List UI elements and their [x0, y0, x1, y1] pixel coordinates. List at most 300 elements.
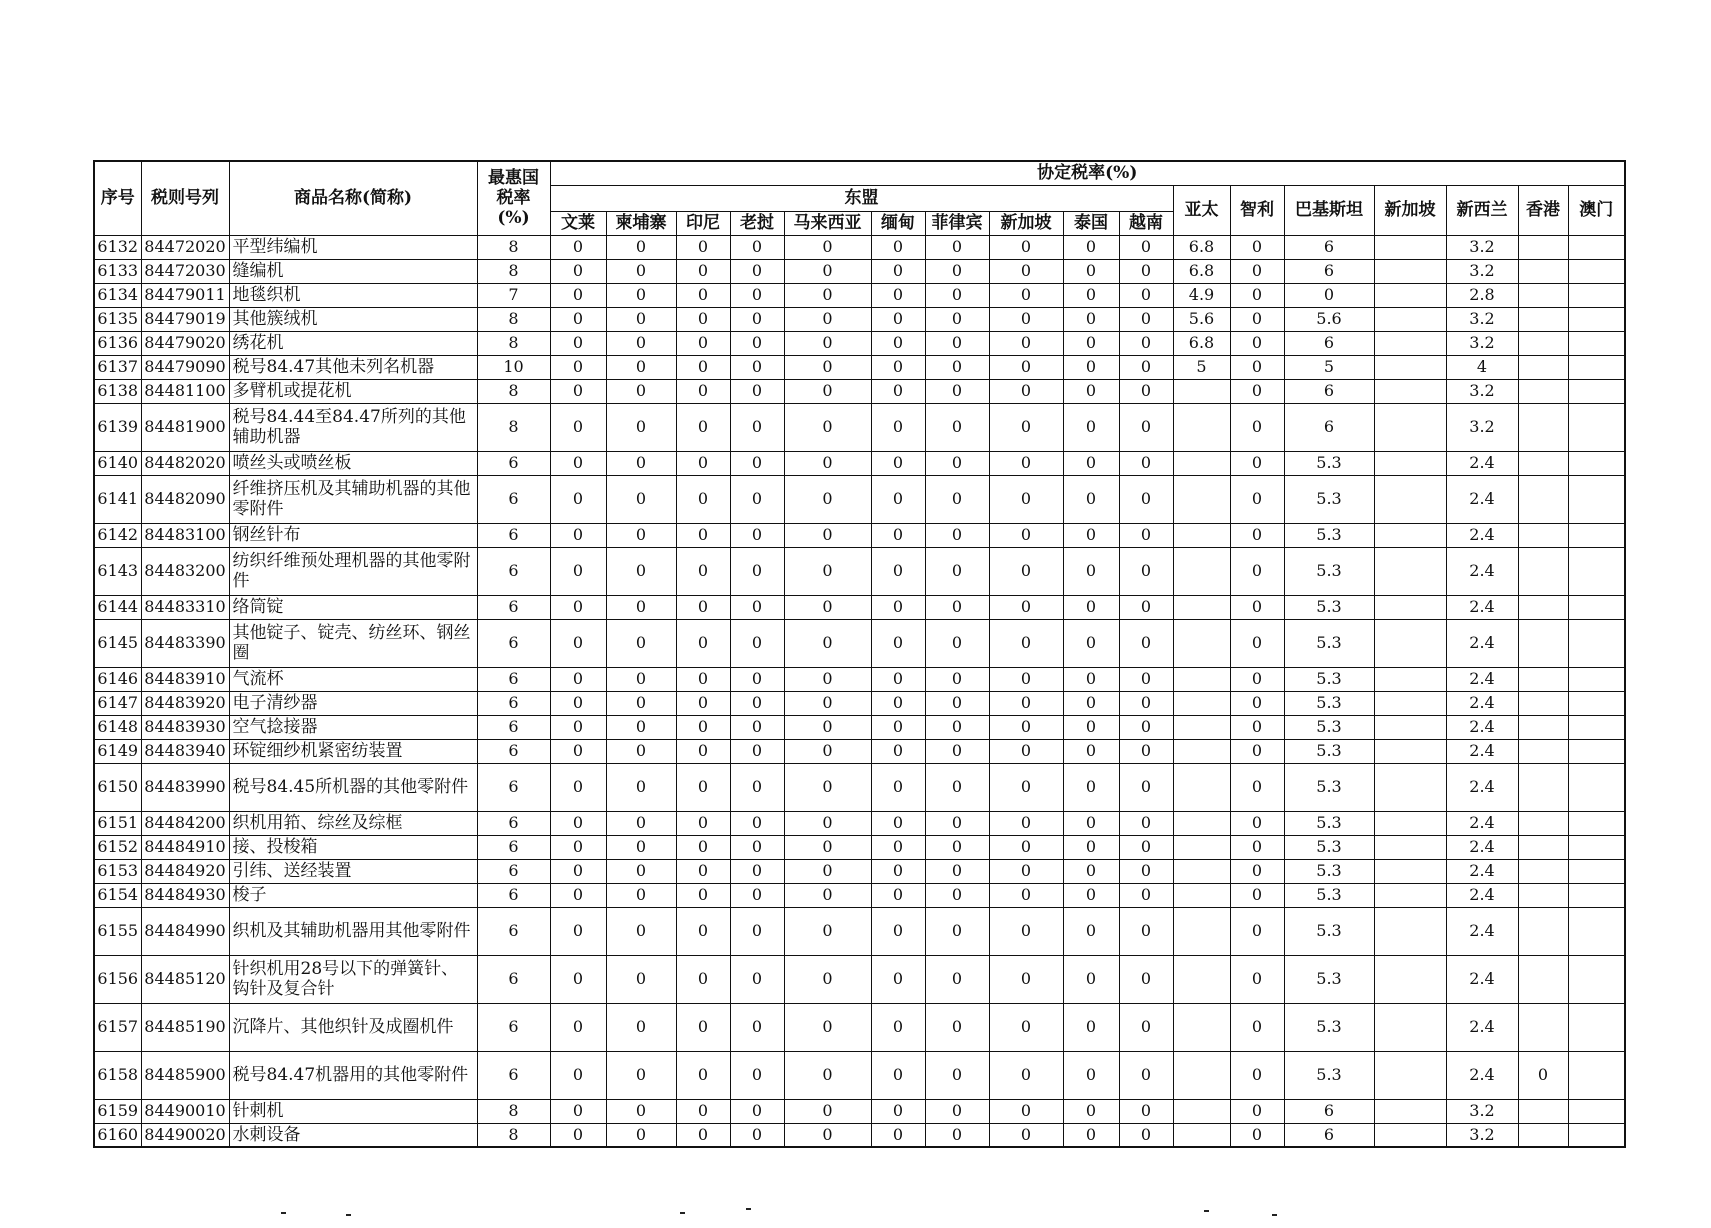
cell-hong-kong	[1518, 883, 1568, 907]
cell-asean-rate: 0	[730, 859, 784, 883]
cell-asean-rate: 0	[1119, 379, 1173, 403]
cell-seq: 6148	[94, 715, 141, 739]
cell-mfn: 6	[477, 547, 550, 595]
cell-asean-rate: 0	[784, 1099, 871, 1123]
cell-asean-rate: 0	[676, 475, 730, 523]
cell-apta	[1173, 667, 1230, 691]
cell-asean-rate: 0	[550, 883, 606, 907]
cell-asean-rate: 0	[676, 835, 730, 859]
cell-code: 84482090	[141, 475, 229, 523]
cell-name: 环锭细纱机紧密纺装置	[229, 739, 477, 763]
cell-asean-rate: 0	[1119, 763, 1173, 811]
table-row	[94, 451, 1625, 475]
cell-name: 缝编机	[229, 259, 477, 283]
cell-macao	[1568, 907, 1625, 955]
cell-code: 84483200	[141, 547, 229, 595]
cell-asean-rate: 0	[989, 715, 1063, 739]
cell-macao	[1568, 811, 1625, 835]
cell-apta	[1173, 715, 1230, 739]
cell-pakistan: 5.3	[1284, 667, 1374, 691]
cell-asean-rate: 0	[550, 547, 606, 595]
cell-chile: 0	[1230, 883, 1284, 907]
cell-new-zealand: 3.2	[1446, 331, 1518, 355]
cell-apta	[1173, 403, 1230, 451]
cell-apta	[1173, 1099, 1230, 1123]
cell-asean-rate: 0	[730, 955, 784, 1003]
cell-chile: 0	[1230, 451, 1284, 475]
cell-asean-rate: 0	[606, 1003, 676, 1051]
cell-macao	[1568, 595, 1625, 619]
table-row	[94, 835, 1625, 859]
cell-asean-rate: 0	[606, 403, 676, 451]
header-new-zealand: 新西兰	[1446, 185, 1518, 235]
cell-asean-rate: 0	[871, 883, 925, 907]
cell-asean-rate: 0	[606, 307, 676, 331]
header-name: 商品名称(简称)	[229, 161, 477, 235]
cell-mfn: 6	[477, 1051, 550, 1099]
cell-asean-rate: 0	[730, 835, 784, 859]
cell-asean-rate: 0	[1119, 283, 1173, 307]
cell-asean-rate: 0	[989, 739, 1063, 763]
cell-asean-rate: 0	[925, 523, 989, 547]
header-code: 税则号列	[141, 161, 229, 235]
cell-pakistan: 5.3	[1284, 907, 1374, 955]
table-row	[94, 691, 1625, 715]
cell-asean-rate: 0	[1119, 883, 1173, 907]
cell-pakistan: 5.3	[1284, 859, 1374, 883]
cell-asean-rate: 0	[1119, 307, 1173, 331]
cell-asean-rate: 0	[676, 523, 730, 547]
cell-asean-rate: 0	[606, 451, 676, 475]
cell-singapore	[1374, 475, 1446, 523]
cell-asean-rate: 0	[784, 331, 871, 355]
cell-singapore	[1374, 763, 1446, 811]
cell-asean-rate: 0	[784, 739, 871, 763]
cell-name: 地毯织机	[229, 283, 477, 307]
cell-singapore	[1374, 283, 1446, 307]
cell-asean-rate: 0	[550, 331, 606, 355]
cell-name: 针刺机	[229, 1099, 477, 1123]
cell-apta	[1173, 763, 1230, 811]
cell-mfn: 8	[477, 1123, 550, 1147]
cell-mfn: 6	[477, 859, 550, 883]
cell-asean-rate: 0	[1119, 547, 1173, 595]
cell-pakistan: 5.3	[1284, 1051, 1374, 1099]
cell-asean-rate: 0	[676, 235, 730, 259]
cell-new-zealand: 3.2	[1446, 307, 1518, 331]
cell-pakistan: 6	[1284, 379, 1374, 403]
cell-hong-kong	[1518, 451, 1568, 475]
cell-asean-rate: 0	[676, 715, 730, 739]
table-row	[94, 811, 1625, 835]
cell-asean-rate: 0	[676, 283, 730, 307]
table-row	[94, 619, 1625, 667]
cell-apta: 5	[1173, 355, 1230, 379]
cell-apta	[1173, 1003, 1230, 1051]
cell-asean-rate: 0	[730, 1099, 784, 1123]
cell-chile: 0	[1230, 619, 1284, 667]
cell-asean-rate: 0	[925, 307, 989, 331]
cell-asean-rate: 0	[989, 283, 1063, 307]
cell-asean-rate: 0	[676, 619, 730, 667]
cell-asean-rate: 0	[989, 1099, 1063, 1123]
cell-chile: 0	[1230, 307, 1284, 331]
cell-asean-rate: 0	[1119, 811, 1173, 835]
cell-mfn: 6	[477, 715, 550, 739]
cell-hong-kong	[1518, 667, 1568, 691]
cell-asean-rate: 0	[989, 1123, 1063, 1147]
header-mfn: 最惠国 税率 (%)	[477, 161, 550, 235]
cell-singapore	[1374, 379, 1446, 403]
cell-asean-rate: 0	[1119, 907, 1173, 955]
cell-new-zealand: 2.4	[1446, 835, 1518, 859]
cell-name: 税号84.45所机器的其他零附件	[229, 763, 477, 811]
cell-asean-rate: 0	[730, 475, 784, 523]
cell-asean-rate: 0	[925, 451, 989, 475]
cell-asean-rate: 0	[730, 307, 784, 331]
cell-code: 84484930	[141, 883, 229, 907]
cell-asean-rate: 0	[784, 355, 871, 379]
cell-asean-rate: 0	[1063, 1099, 1119, 1123]
cell-asean-rate: 0	[606, 259, 676, 283]
cell-apta	[1173, 811, 1230, 835]
cell-chile: 0	[1230, 859, 1284, 883]
cell-seq: 6134	[94, 283, 141, 307]
cell-singapore	[1374, 595, 1446, 619]
cell-asean-rate: 0	[606, 955, 676, 1003]
cell-singapore	[1374, 691, 1446, 715]
cell-asean-rate: 0	[606, 235, 676, 259]
cell-code: 84481100	[141, 379, 229, 403]
cell-asean-rate: 0	[784, 523, 871, 547]
cell-asean-rate: 0	[550, 715, 606, 739]
cell-macao	[1568, 523, 1625, 547]
cell-apta	[1173, 1051, 1230, 1099]
cell-new-zealand: 3.2	[1446, 235, 1518, 259]
cell-name: 梭子	[229, 883, 477, 907]
cell-chile: 0	[1230, 667, 1284, 691]
cell-apta: 4.9	[1173, 283, 1230, 307]
header-asean-country: 泰国	[1063, 211, 1119, 235]
cell-new-zealand: 2.4	[1446, 691, 1518, 715]
cell-asean-rate: 0	[871, 859, 925, 883]
cell-asean-rate: 0	[1119, 403, 1173, 451]
cell-pakistan: 6	[1284, 1123, 1374, 1147]
cell-asean-rate: 0	[1119, 451, 1173, 475]
cell-apta	[1173, 907, 1230, 955]
cell-asean-rate: 0	[925, 619, 989, 667]
cell-asean-rate: 0	[989, 595, 1063, 619]
cell-asean-rate: 0	[784, 763, 871, 811]
cell-mfn: 6	[477, 595, 550, 619]
cell-asean-rate: 0	[925, 331, 989, 355]
cell-macao	[1568, 331, 1625, 355]
cell-asean-rate: 0	[676, 379, 730, 403]
cell-seq: 6135	[94, 307, 141, 331]
cell-asean-rate: 0	[550, 523, 606, 547]
cell-asean-rate: 0	[1063, 1051, 1119, 1099]
cell-asean-rate: 0	[1063, 331, 1119, 355]
cell-asean-rate: 0	[871, 811, 925, 835]
cell-asean-rate: 0	[550, 859, 606, 883]
cell-mfn: 6	[477, 475, 550, 523]
cell-seq: 6137	[94, 355, 141, 379]
cell-pakistan: 5.6	[1284, 307, 1374, 331]
cell-apta	[1173, 1123, 1230, 1147]
cell-asean-rate: 0	[730, 259, 784, 283]
cell-macao	[1568, 619, 1625, 667]
cell-macao	[1568, 835, 1625, 859]
cell-code: 84479090	[141, 355, 229, 379]
cell-asean-rate: 0	[1063, 691, 1119, 715]
cell-asean-rate: 0	[676, 1003, 730, 1051]
cell-asean-rate: 0	[871, 1051, 925, 1099]
cell-code: 84472030	[141, 259, 229, 283]
cell-name: 沉降片、其他织针及成圈机件	[229, 1003, 477, 1051]
cell-new-zealand: 2.4	[1446, 955, 1518, 1003]
cell-asean-rate: 0	[871, 355, 925, 379]
cell-asean-rate: 0	[871, 763, 925, 811]
cell-asean-rate: 0	[606, 1051, 676, 1099]
cell-new-zealand: 2.4	[1446, 451, 1518, 475]
cell-asean-rate: 0	[925, 907, 989, 955]
table-row	[94, 355, 1625, 379]
cell-hong-kong	[1518, 1123, 1568, 1147]
cell-mfn: 8	[477, 259, 550, 283]
cell-pakistan: 5.3	[1284, 547, 1374, 595]
cell-asean-rate: 0	[871, 595, 925, 619]
cell-asean-rate: 0	[1063, 595, 1119, 619]
cell-asean-rate: 0	[925, 1099, 989, 1123]
cell-chile: 0	[1230, 811, 1284, 835]
header-hong-kong: 香港	[1518, 185, 1568, 235]
cell-asean-rate: 0	[1063, 307, 1119, 331]
cell-asean-rate: 0	[730, 763, 784, 811]
cell-asean-rate: 0	[784, 1003, 871, 1051]
cell-asean-rate: 0	[550, 955, 606, 1003]
cell-asean-rate: 0	[606, 283, 676, 307]
cell-new-zealand: 2.4	[1446, 859, 1518, 883]
cell-code: 84484910	[141, 835, 229, 859]
cell-asean-rate: 0	[989, 259, 1063, 283]
cell-new-zealand: 2.4	[1446, 523, 1518, 547]
cell-asean-rate: 0	[550, 235, 606, 259]
cell-asean-rate: 0	[550, 667, 606, 691]
cell-new-zealand: 2.4	[1446, 763, 1518, 811]
header-pakistan: 巴基斯坦	[1284, 185, 1374, 235]
cell-hong-kong	[1518, 331, 1568, 355]
cell-asean-rate: 0	[676, 691, 730, 715]
header-singapore: 新加坡	[1374, 185, 1446, 235]
cell-macao	[1568, 1099, 1625, 1123]
cell-asean-rate: 0	[606, 763, 676, 811]
header-agreement: 协定税率(%)	[550, 161, 1625, 185]
cell-mfn: 8	[477, 307, 550, 331]
cell-chile: 0	[1230, 691, 1284, 715]
table-row	[94, 1003, 1625, 1051]
cell-name: 其他簇绒机	[229, 307, 477, 331]
cell-apta	[1173, 595, 1230, 619]
cell-new-zealand: 2.4	[1446, 1003, 1518, 1051]
cell-singapore	[1374, 619, 1446, 667]
cell-asean-rate: 0	[989, 403, 1063, 451]
cell-pakistan: 6	[1284, 235, 1374, 259]
cell-seq: 6138	[94, 379, 141, 403]
cell-singapore	[1374, 955, 1446, 1003]
cell-macao	[1568, 547, 1625, 595]
cell-asean-rate: 0	[925, 1003, 989, 1051]
cell-asean-rate: 0	[730, 811, 784, 835]
cell-asean-rate: 0	[784, 811, 871, 835]
table-row	[94, 1123, 1625, 1147]
cell-asean-rate: 0	[784, 955, 871, 1003]
cell-chile: 0	[1230, 835, 1284, 859]
table-row	[94, 523, 1625, 547]
tariff-table	[93, 160, 1626, 1148]
header-asean-country: 菲律宾	[925, 211, 989, 235]
header-macao: 澳门	[1568, 185, 1625, 235]
cell-asean-rate: 0	[871, 739, 925, 763]
cell-asean-rate: 0	[925, 235, 989, 259]
cell-code: 84482020	[141, 451, 229, 475]
cell-new-zealand: 2.4	[1446, 907, 1518, 955]
cell-asean-rate: 0	[989, 955, 1063, 1003]
cell-asean-rate: 0	[606, 331, 676, 355]
cell-asean-rate: 0	[606, 859, 676, 883]
cell-chile: 0	[1230, 259, 1284, 283]
cell-pakistan: 5.3	[1284, 691, 1374, 715]
cell-macao	[1568, 763, 1625, 811]
cell-macao	[1568, 259, 1625, 283]
cell-name: 喷丝头或喷丝板	[229, 451, 477, 475]
cell-asean-rate: 0	[1063, 811, 1119, 835]
cell-asean-rate: 0	[925, 259, 989, 283]
table-row	[94, 907, 1625, 955]
cell-asean-rate: 0	[925, 1123, 989, 1147]
cell-apta	[1173, 379, 1230, 403]
cell-macao	[1568, 1051, 1625, 1099]
cell-asean-rate: 0	[730, 715, 784, 739]
cell-asean-rate: 0	[550, 835, 606, 859]
cell-asean-rate: 0	[676, 595, 730, 619]
cell-singapore	[1374, 859, 1446, 883]
cell-asean-rate: 0	[1063, 283, 1119, 307]
cell-seq: 6157	[94, 1003, 141, 1051]
cell-chile: 0	[1230, 715, 1284, 739]
cell-code: 84479019	[141, 307, 229, 331]
cell-new-zealand: 2.4	[1446, 667, 1518, 691]
cell-code: 84490020	[141, 1123, 229, 1147]
cell-macao	[1568, 451, 1625, 475]
cell-asean-rate: 0	[871, 475, 925, 523]
cell-name: 空气捻接器	[229, 715, 477, 739]
cell-code: 84483990	[141, 763, 229, 811]
cell-asean-rate: 0	[1119, 595, 1173, 619]
cell-macao	[1568, 1003, 1625, 1051]
cell-mfn: 6	[477, 811, 550, 835]
cell-asean-rate: 0	[784, 1051, 871, 1099]
cell-name: 平型纬编机	[229, 235, 477, 259]
cell-chile: 0	[1230, 283, 1284, 307]
header-asean-country: 新加坡	[989, 211, 1063, 235]
cell-asean-rate: 0	[925, 763, 989, 811]
cell-macao	[1568, 691, 1625, 715]
cell-pakistan: 5.3	[1284, 475, 1374, 523]
cell-hong-kong	[1518, 355, 1568, 379]
cell-asean-rate: 0	[676, 811, 730, 835]
cell-macao	[1568, 667, 1625, 691]
cell-macao	[1568, 715, 1625, 739]
cell-asean-rate: 0	[550, 691, 606, 715]
cell-chile: 0	[1230, 739, 1284, 763]
cell-new-zealand: 4	[1446, 355, 1518, 379]
cell-asean-rate: 0	[550, 355, 606, 379]
cell-pakistan: 0	[1284, 283, 1374, 307]
cell-seq: 6133	[94, 259, 141, 283]
header-asean-country: 文莱	[550, 211, 606, 235]
table-row	[94, 283, 1625, 307]
cell-asean-rate: 0	[1063, 859, 1119, 883]
cell-asean-rate: 0	[1063, 1003, 1119, 1051]
cell-asean-rate: 0	[784, 451, 871, 475]
cell-asean-rate: 0	[730, 1123, 784, 1147]
cell-asean-rate: 0	[1119, 955, 1173, 1003]
cell-asean-rate: 0	[1119, 667, 1173, 691]
cell-asean-rate: 0	[784, 859, 871, 883]
cell-asean-rate: 0	[925, 283, 989, 307]
cell-new-zealand: 3.2	[1446, 1123, 1518, 1147]
cell-asean-rate: 0	[676, 739, 730, 763]
table-row	[94, 547, 1625, 595]
cell-seq: 6150	[94, 763, 141, 811]
cell-singapore	[1374, 403, 1446, 451]
cell-asean-rate: 0	[925, 1051, 989, 1099]
cell-asean-rate: 0	[1063, 619, 1119, 667]
cell-code: 84481900	[141, 403, 229, 451]
cell-asean-rate: 0	[1063, 403, 1119, 451]
cell-asean-rate: 0	[676, 907, 730, 955]
cell-asean-rate: 0	[1063, 235, 1119, 259]
cell-asean-rate: 0	[550, 1051, 606, 1099]
cell-asean-rate: 0	[550, 283, 606, 307]
cell-new-zealand: 3.2	[1446, 379, 1518, 403]
cell-asean-rate: 0	[784, 667, 871, 691]
cell-seq: 6144	[94, 595, 141, 619]
cell-asean-rate: 0	[676, 1051, 730, 1099]
cell-asean-rate: 0	[784, 235, 871, 259]
cell-asean-rate: 0	[730, 547, 784, 595]
cell-asean-rate: 0	[925, 883, 989, 907]
cell-asean-rate: 0	[784, 907, 871, 955]
cell-asean-rate: 0	[550, 1003, 606, 1051]
cell-pakistan: 5.3	[1284, 811, 1374, 835]
cell-code: 84485900	[141, 1051, 229, 1099]
cell-singapore	[1374, 667, 1446, 691]
cell-chile: 0	[1230, 1123, 1284, 1147]
cell-seq: 6143	[94, 547, 141, 595]
cell-mfn: 6	[477, 907, 550, 955]
cell-asean-rate: 0	[606, 619, 676, 667]
cell-seq: 6149	[94, 739, 141, 763]
cell-macao	[1568, 283, 1625, 307]
cell-asean-rate: 0	[730, 355, 784, 379]
cell-asean-rate: 0	[925, 691, 989, 715]
cell-chile: 0	[1230, 595, 1284, 619]
cell-hong-kong	[1518, 955, 1568, 1003]
cell-name: 绣花机	[229, 331, 477, 355]
cell-mfn: 8	[477, 235, 550, 259]
cell-chile: 0	[1230, 1051, 1284, 1099]
